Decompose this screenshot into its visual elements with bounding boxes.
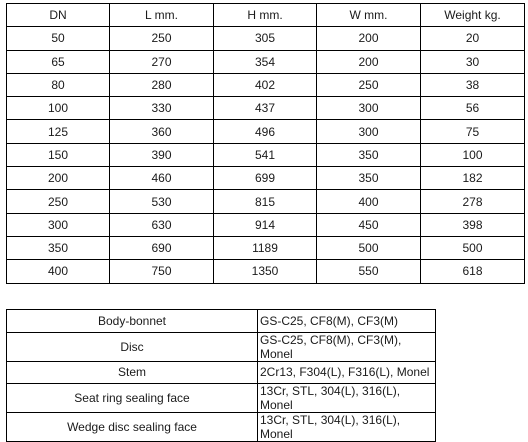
cell-weight: 75	[421, 120, 525, 143]
component-name: Disc	[7, 332, 258, 361]
component-name: Stem	[7, 361, 258, 384]
material-row	[7, 310, 436, 333]
cell-weight: 38	[421, 73, 525, 96]
component-name: Wedge disc sealing face	[7, 413, 258, 442]
cell-height: 914	[214, 213, 317, 236]
cell-weight: 30	[421, 50, 525, 73]
cell-width: 300	[317, 120, 421, 143]
dimensions-header-row	[7, 4, 525, 27]
component-name: Body-bonnet	[7, 310, 258, 333]
component-name: Seat ring sealing face	[7, 384, 258, 413]
header-dn: DN	[7, 4, 110, 27]
cell-height: 815	[214, 190, 317, 213]
cell-width: 550	[317, 260, 421, 283]
table-row	[7, 50, 525, 73]
cell-length: 270	[110, 50, 214, 73]
cell-length: 460	[110, 167, 214, 190]
cell-weight: 100	[421, 143, 525, 166]
component-material: 2Cr13, F304(L), F316(L), Monel	[258, 361, 436, 384]
cell-width: 350	[317, 143, 421, 166]
material-row	[7, 361, 436, 384]
cell-dn: 50	[7, 27, 110, 50]
cell-dn: 200	[7, 167, 110, 190]
header-weight: Weight kg.	[421, 4, 525, 27]
table-row	[7, 260, 525, 283]
component-material: GS-C25, CF8(M), CF3(M)	[258, 310, 436, 333]
cell-width: 200	[317, 27, 421, 50]
cell-width: 350	[317, 167, 421, 190]
table-row	[7, 27, 525, 50]
cell-height: 305	[214, 27, 317, 50]
cell-length: 250	[110, 27, 214, 50]
cell-dn: 125	[7, 120, 110, 143]
cell-length: 530	[110, 190, 214, 213]
cell-weight: 398	[421, 213, 525, 236]
material-row	[7, 413, 436, 442]
cell-height: 1189	[214, 236, 317, 259]
cell-length: 280	[110, 73, 214, 96]
cell-weight: 20	[421, 27, 525, 50]
cell-height: 496	[214, 120, 317, 143]
cell-length: 330	[110, 97, 214, 120]
cell-weight: 182	[421, 167, 525, 190]
cell-height: 402	[214, 73, 317, 96]
header-height: H mm.	[214, 4, 317, 27]
cell-length: 690	[110, 236, 214, 259]
cell-length: 630	[110, 213, 214, 236]
cell-length: 750	[110, 260, 214, 283]
cell-length: 360	[110, 120, 214, 143]
cell-dn: 350	[7, 236, 110, 259]
materials-table	[6, 309, 436, 442]
component-material: 13Cr, STL, 304(L), 316(L), Monel	[258, 413, 436, 442]
table-row	[7, 213, 525, 236]
table-row	[7, 120, 525, 143]
cell-dn: 65	[7, 50, 110, 73]
cell-dn: 100	[7, 97, 110, 120]
cell-height: 699	[214, 167, 317, 190]
table-row	[7, 190, 525, 213]
cell-width: 400	[317, 190, 421, 213]
table-row	[7, 73, 525, 96]
cell-weight: 278	[421, 190, 525, 213]
cell-dn: 400	[7, 260, 110, 283]
material-row	[7, 384, 436, 413]
cell-dn: 80	[7, 73, 110, 96]
material-row	[7, 332, 436, 361]
table-row	[7, 143, 525, 166]
cell-height: 354	[214, 50, 317, 73]
cell-width: 500	[317, 236, 421, 259]
cell-height: 437	[214, 97, 317, 120]
cell-width: 200	[317, 50, 421, 73]
cell-width: 300	[317, 97, 421, 120]
component-material: GS-C25, CF8(M), CF3(M), Monel	[258, 332, 436, 361]
cell-dn: 150	[7, 143, 110, 166]
cell-weight: 500	[421, 236, 525, 259]
table-row	[7, 167, 525, 190]
cell-height: 1350	[214, 260, 317, 283]
cell-weight: 56	[421, 97, 525, 120]
component-material: 13Cr, STL, 304(L), 316(L), Monel	[258, 384, 436, 413]
cell-weight: 618	[421, 260, 525, 283]
cell-dn: 300	[7, 213, 110, 236]
cell-width: 250	[317, 73, 421, 96]
cell-height: 541	[214, 143, 317, 166]
cell-width: 450	[317, 213, 421, 236]
table-row	[7, 97, 525, 120]
dimensions-table	[6, 3, 525, 284]
header-width: W mm.	[317, 4, 421, 27]
header-length: L mm.	[110, 4, 214, 27]
table-row	[7, 236, 525, 259]
cell-dn: 250	[7, 190, 110, 213]
cell-length: 390	[110, 143, 214, 166]
